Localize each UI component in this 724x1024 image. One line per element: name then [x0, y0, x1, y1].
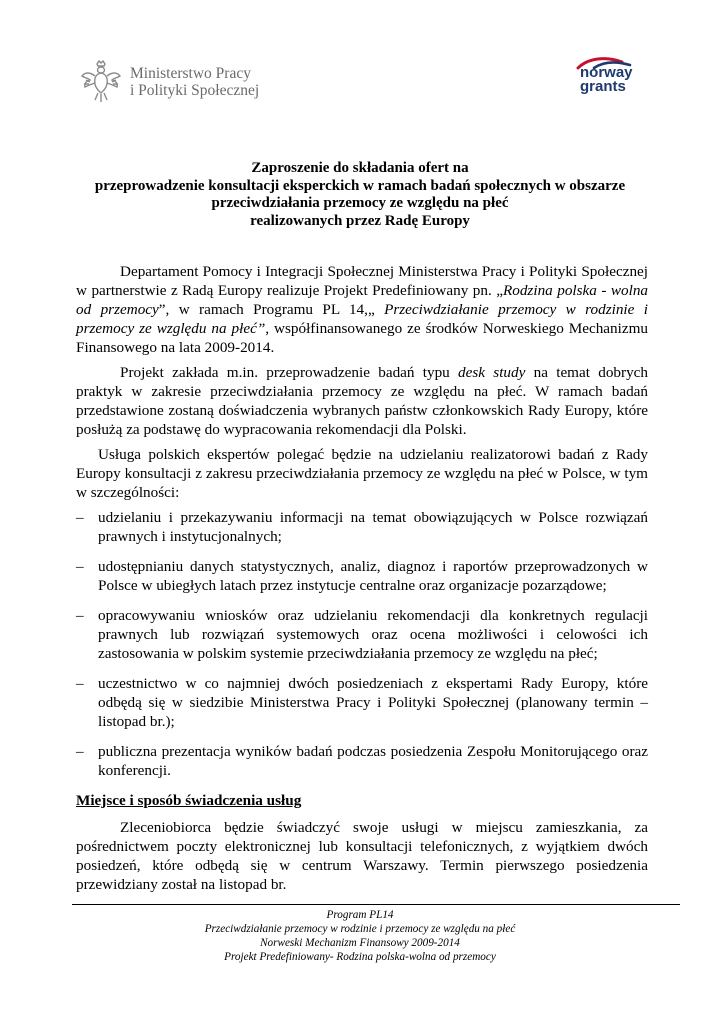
list-dash: –	[76, 743, 84, 760]
project-name: Rodzina polska - wolna od przemocy	[76, 282, 649, 318]
list-dash: –	[76, 558, 84, 575]
list-dash: –	[76, 509, 84, 526]
title-line3: przeciwdziałania przemocy ze względu na płeć	[211, 195, 509, 211]
project-text-a: Projekt zakłada m.in. przeprowadzenie badań typu	[120, 364, 459, 381]
ministry-logo	[80, 60, 259, 104]
footer-line2: Przeciwdziałanie przemocy w rodzinie i przemocy ze względu na płeć	[204, 923, 516, 935]
program-name: Przeciwdziałanie przemocy w rodzinie i przemocy ze względu na płeć”	[76, 301, 648, 337]
norway-grants-line1: norway	[580, 64, 633, 81]
intro-text-a: Departament Pomocy i Integracji Społecznej Ministerstwa Pracy i Polityki Społecznej w partnerstwie z Radą Europy realizuje Projekt Predefiniowany pn. „	[76, 263, 648, 299]
consultation-scope-list	[76, 508, 648, 780]
list-item-text: udostępnianiu danych statystycznych, analiz, diagnoz i raportów przeprowadzonych w Polsce w ubiegłych latach przez instytucje centralne oraz organizacje pozarządowe;	[98, 558, 648, 594]
list-item-text: uczestnictwo w co najmniej dwóch posiedzeniach z ekspertami Rady Europy, które odbędą się w siedzibie Ministerstwa Pracy i Polityki Społecznej (planowany termin – listopad br.);	[98, 675, 648, 730]
list-item-text: publiczna prezentacja wyników badań podczas posiedzenia Zespołu Monitorującego oraz konferencji.	[98, 743, 648, 779]
list-item	[76, 557, 648, 595]
footer-divider	[72, 904, 680, 905]
ministry-name-line1: Ministerstwo Pracy	[130, 65, 251, 82]
footer-line3: Norweski Mechanizm Finansowy 2009-2014	[260, 937, 460, 949]
norway-grants-line2: grants	[580, 78, 626, 95]
ministry-name	[130, 65, 259, 99]
list-item	[76, 508, 648, 546]
intro-paragraph	[76, 262, 648, 357]
ministry-name-line2: i Polityki Społecznej	[130, 82, 260, 99]
polish-eagle-emblem-icon	[80, 60, 122, 104]
title-line2: przeprowadzenie konsultacji eksperckich w ramach badań społecznych w obszarze	[94, 177, 626, 194]
intro-text-e: , współfinansowanego ze środków Norweskiego Mechanizmu Finansowego na lata 2009-2014.	[76, 320, 649, 356]
footer-line4: Projekt Predefiniowany- Rodzina polska-wolna od przemocy	[224, 951, 496, 963]
section-heading-place-and-method: Miejsce i sposób świadczenia usług	[76, 792, 302, 809]
norway-grants-text	[580, 66, 633, 94]
list-item	[76, 674, 648, 731]
title-line1: Zaproszenie do składania ofert na	[251, 160, 469, 176]
project-paragraph	[76, 363, 648, 439]
list-item	[76, 606, 648, 663]
list-item-text: udzielaniu i przekazywaniu informacji na temat obowiązujących w Polsce rozwiązań prawnych i instytucjonalnych;	[98, 509, 648, 545]
desk-study-term: desk study	[458, 364, 526, 381]
page-header	[80, 56, 650, 108]
service-paragraph: Usługa polskich ekspertów polegać będzie na udzielaniu realizatorowi badań z Rady Europy konsultacji z zakresu przeciwdziałania przemocy ze względu na płeć w Polsce, w tym w szczególności:	[76, 446, 648, 501]
list-item	[76, 742, 648, 780]
norway-grants-logo	[558, 56, 650, 104]
document-title	[60, 160, 660, 230]
place-paragraph: Zleceniobiorca będzie świadczyć swoje usługi w miejscu zamieszkania, za pośrednictwem poczty elektronicznej lub konsultacji telefonicznych, z wyjątkiem dwóch posiedzeń, które odbędą się w centrum Warszawy. Termin pierwszego posiedzenia przewidziany został na listopad br.	[76, 819, 648, 893]
title-line4: realizowanych przez Radę Europy	[250, 212, 470, 229]
list-item-text: opracowywaniu wniosków oraz udzielaniu rekomendacji dla konkretnych regulacji prawnych lub rozwiązań systemowych oraz ocena możliwości i celowości ich zastosowania w polskim systemie przeciwdziałania przemocy ze względu na płeć;	[98, 607, 648, 662]
list-dash: –	[76, 675, 84, 692]
document-body	[76, 262, 648, 900]
intro-text-c: ”, w ramach Programu PL 14,„	[158, 301, 385, 318]
footer-line1: Program PL14	[326, 909, 394, 921]
page-footer	[72, 908, 648, 964]
project-text-c: na temat dobrych praktyk w zakresie przeciwdziałania przemocy ze względu na płeć. W ramach badań przedstawione zostaną doświadczenia wybranych państw członkowskich Rady Europy, które posłużą za podstawę do wypracowania rekomendacji dla Polski.	[76, 364, 648, 438]
list-dash: –	[76, 607, 84, 624]
